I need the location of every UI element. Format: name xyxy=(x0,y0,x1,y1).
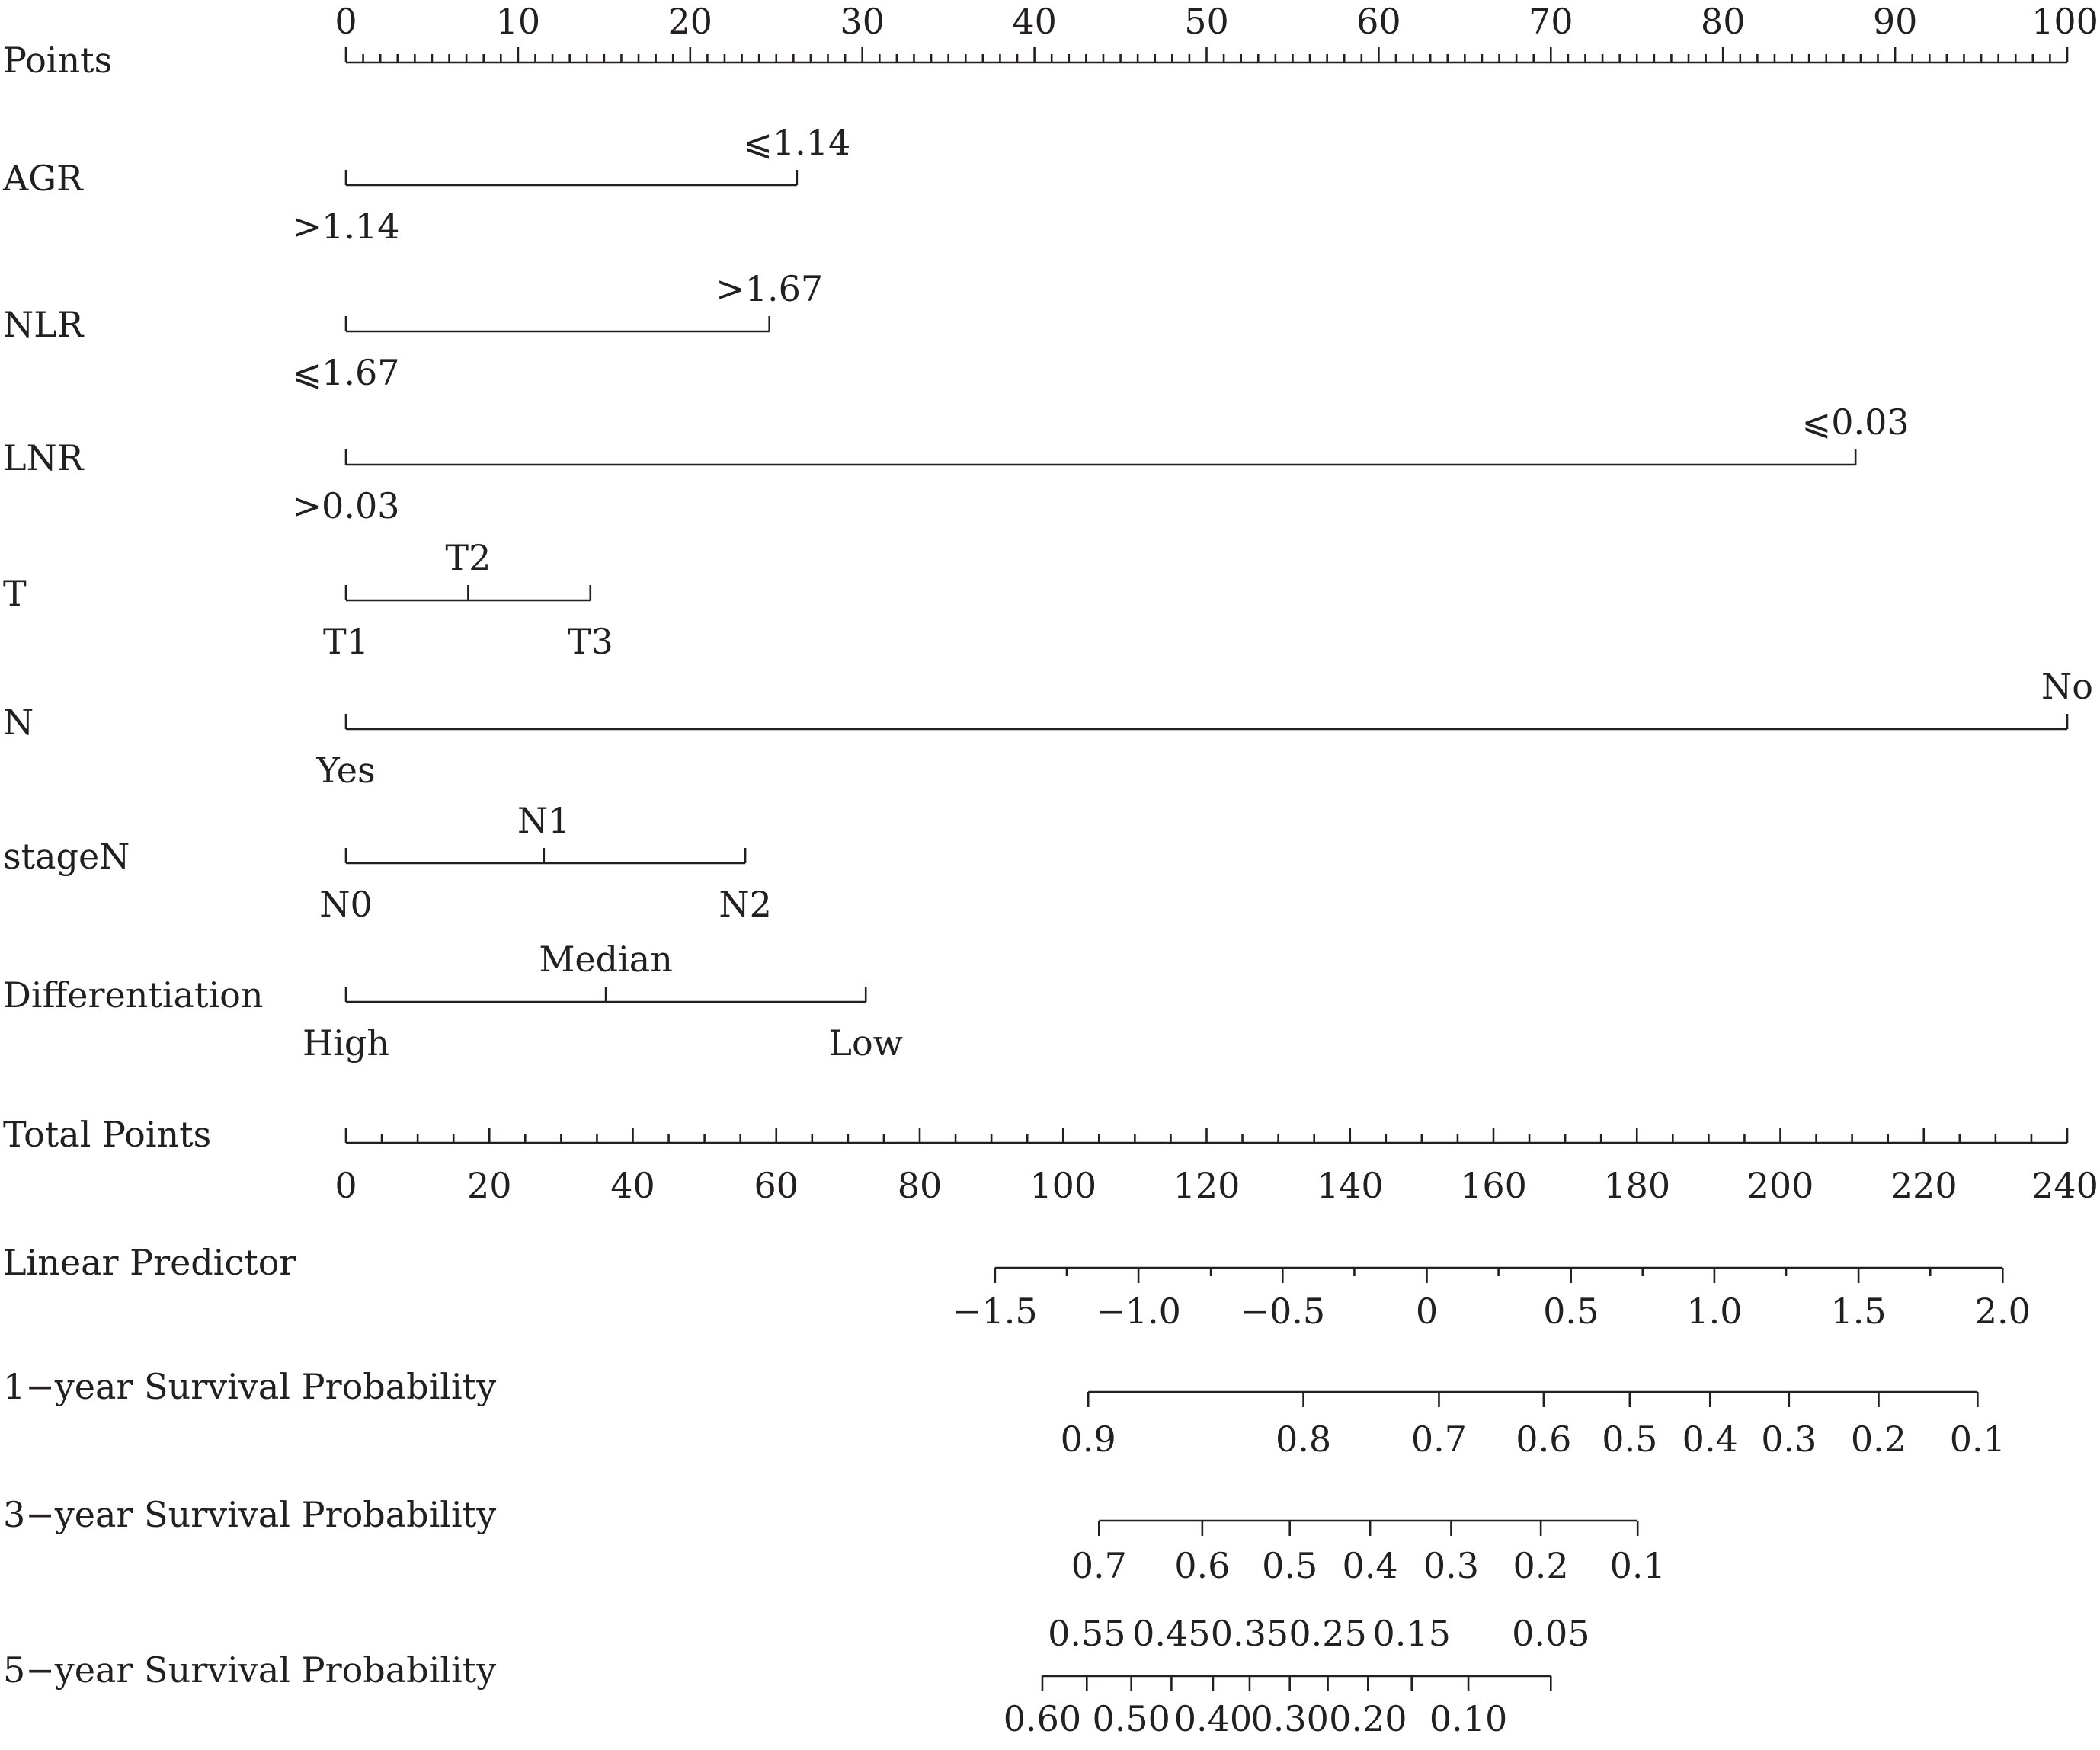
survival-3-tick-label: 0.10 xyxy=(1429,1698,1508,1739)
survival-2-tick-label: 0.4 xyxy=(1342,1545,1398,1586)
survival-1-tick-label: 0.1 xyxy=(1949,1419,2006,1460)
linear-predictor-label: Linear Predictor xyxy=(3,1242,296,1283)
level-label-n: No xyxy=(2041,666,2093,707)
total-points-tick-label: 120 xyxy=(1173,1165,1240,1206)
points-tick-label: 0 xyxy=(335,1,357,42)
survival-3-tick-label: 0.25 xyxy=(1288,1613,1367,1654)
survival-3-tick-label: 0.15 xyxy=(1372,1613,1451,1654)
level-label-differentiation: High xyxy=(303,1022,389,1064)
variable-label-t: T xyxy=(3,573,27,614)
points-axis-label: Points xyxy=(3,40,113,81)
survival-2-axis-label: 3−year Survival Probability xyxy=(3,1494,497,1535)
survival-1-tick-label: 0.6 xyxy=(1516,1419,1572,1460)
total-points-axis-label: Total Points xyxy=(3,1114,212,1155)
survival-3-tick-label: 0.45 xyxy=(1132,1613,1211,1654)
survival-1-tick-label: 0.8 xyxy=(1275,1419,1332,1460)
level-label-differentiation: Low xyxy=(828,1022,904,1064)
total-points-tick-label: 60 xyxy=(754,1165,799,1206)
level-label-agr: ⩽1.14 xyxy=(743,122,851,163)
total-points-tick-label: 160 xyxy=(1460,1165,1527,1206)
survival-3-tick-label: 0.40 xyxy=(1173,1698,1253,1739)
variable-label-nlr: NLR xyxy=(3,304,84,345)
survival-1-axis-label: 1−year Survival Probability xyxy=(3,1366,497,1407)
points-tick-label: 10 xyxy=(495,1,541,42)
level-label-t: T2 xyxy=(445,537,491,578)
level-label-lnr: >0.03 xyxy=(292,485,400,526)
variable-label-differentiation: Differentiation xyxy=(3,974,264,1016)
linear-predictor-tick-label: 0.5 xyxy=(1543,1291,1599,1332)
points-tick-label: 50 xyxy=(1184,1,1229,42)
survival-2-tick-label: 0.6 xyxy=(1174,1545,1231,1586)
points-tick-label: 20 xyxy=(667,1,713,42)
total-points-tick-label: 220 xyxy=(1890,1165,1958,1206)
total-points-tick-label: 140 xyxy=(1316,1165,1384,1206)
points-tick-label: 30 xyxy=(840,1,885,42)
survival-3-tick-label: 0.35 xyxy=(1210,1613,1289,1654)
variable-label-agr: AGR xyxy=(3,158,83,199)
variable-label-n: N xyxy=(3,702,34,743)
total-points-tick-label: 80 xyxy=(897,1165,943,1206)
points-tick-label: 100 xyxy=(2031,1,2098,42)
survival-2-tick-label: 0.3 xyxy=(1423,1545,1480,1586)
survival-3-tick-label: 0.30 xyxy=(1250,1698,1329,1739)
level-label-t: T1 xyxy=(323,621,369,662)
level-label-t: T3 xyxy=(567,621,613,662)
survival-3-axis-label: 5−year Survival Probability xyxy=(3,1649,497,1691)
points-tick-label: 60 xyxy=(1356,1,1401,42)
linear-predictor-tick-label: −1.5 xyxy=(952,1291,1038,1332)
total-points-tick-label: 180 xyxy=(1603,1165,1671,1206)
total-points-tick-label: 0 xyxy=(335,1165,357,1206)
survival-2-tick-label: 0.1 xyxy=(1609,1545,1666,1586)
level-label-stagen: N2 xyxy=(719,884,772,925)
total-points-tick-label: 100 xyxy=(1029,1165,1097,1206)
points-tick-label: 80 xyxy=(1700,1,1746,42)
linear-predictor-tick-label: −0.5 xyxy=(1240,1291,1326,1332)
linear-predictor-tick-label: −1.0 xyxy=(1096,1291,1181,1332)
level-label-stagen: N1 xyxy=(517,800,571,841)
linear-predictor-tick-label: 0 xyxy=(1415,1291,1439,1332)
level-label-lnr: ⩽0.03 xyxy=(1801,402,1910,443)
level-label-nlr: >1.67 xyxy=(715,268,824,309)
level-label-stagen: N0 xyxy=(319,884,373,925)
linear-predictor-tick-label: 2.0 xyxy=(1974,1291,2031,1332)
points-tick-label: 90 xyxy=(1872,1,1918,42)
survival-1-tick-label: 0.9 xyxy=(1060,1419,1116,1460)
level-label-differentiation: Median xyxy=(539,939,673,980)
linear-predictor-tick-label: 1.0 xyxy=(1686,1291,1743,1332)
total-points-tick-label: 240 xyxy=(2031,1165,2098,1206)
survival-3-tick-label: 0.55 xyxy=(1048,1613,1126,1654)
survival-3-tick-label: 0.05 xyxy=(1512,1613,1590,1654)
variable-label-stagen: stageN xyxy=(3,836,130,877)
total-points-tick-label: 20 xyxy=(466,1165,512,1206)
survival-1-tick-label: 0.3 xyxy=(1761,1419,1817,1460)
variable-label-lnr: LNR xyxy=(3,437,84,478)
total-points-tick-label: 40 xyxy=(610,1165,655,1206)
level-label-agr: >1.14 xyxy=(292,206,400,247)
level-label-nlr: ⩽1.67 xyxy=(292,352,400,393)
survival-1-tick-label: 0.5 xyxy=(1602,1419,1658,1460)
total-points-tick-label: 200 xyxy=(1746,1165,1814,1206)
survival-3-tick-label: 0.20 xyxy=(1329,1698,1407,1739)
survival-3-tick-label: 0.60 xyxy=(1003,1698,1082,1739)
survival-3-tick-label: 0.50 xyxy=(1092,1698,1170,1739)
survival-2-tick-label: 0.2 xyxy=(1513,1545,1569,1586)
level-label-n: Yes xyxy=(316,750,376,791)
survival-1-tick-label: 0.4 xyxy=(1682,1419,1738,1460)
survival-1-tick-label: 0.7 xyxy=(1410,1419,1468,1460)
survival-1-tick-label: 0.2 xyxy=(1850,1419,1907,1460)
points-tick-label: 70 xyxy=(1529,1,1573,42)
points-tick-label: 40 xyxy=(1012,1,1057,42)
survival-2-tick-label: 0.5 xyxy=(1262,1545,1318,1586)
survival-2-tick-label: 0.7 xyxy=(1071,1545,1127,1586)
linear-predictor-tick-label: 1.5 xyxy=(1830,1291,1887,1332)
